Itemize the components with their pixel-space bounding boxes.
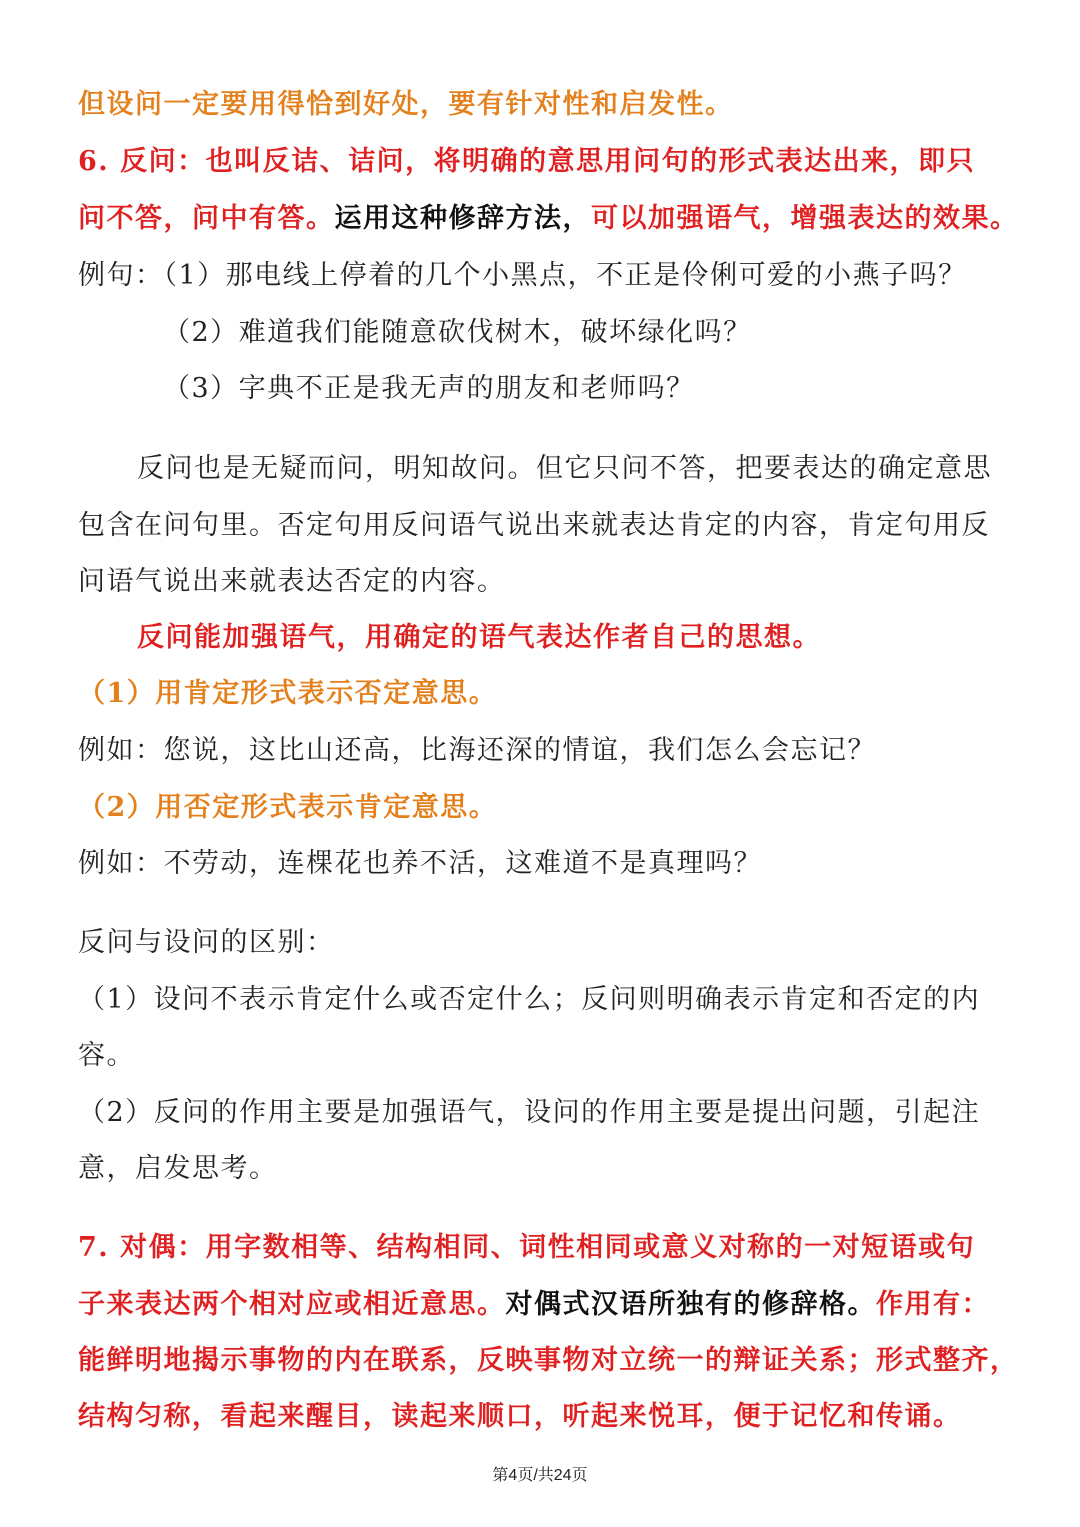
text-span: 问不答，问中有答。 <box>78 203 335 234</box>
paragraph-line: 反问也是无疑而问，明知故问。但它只问不答，把要表达的确定意思 <box>137 453 992 484</box>
text-line <box>78 1288 990 1322</box>
paragraph-line: 意，启发思考。 <box>78 1153 278 1184</box>
text-span: 运用这种修辞方法， <box>334 203 591 234</box>
text-span: 作用有： <box>876 1289 990 1320</box>
text-span: 对偶式汉语所独有的修辞格。 <box>505 1289 876 1320</box>
text-line: 能鲜明地揭示事物的内在联系，反映事物对立统一的辩证关系；形式整齐， <box>78 1345 1019 1376</box>
paragraph-line: 反问与设问的区别： <box>78 927 335 958</box>
text-span: 可以加强语气，增强表达的效果。 <box>591 203 1019 234</box>
text-span: 子来表达两个相对应或相近意思。 <box>78 1289 506 1320</box>
example-line: （2）难道我们能随意砍伐树木，破坏绿化吗？ <box>163 317 752 348</box>
text-line <box>78 202 1019 236</box>
paragraph-line: （1）设问不表示肯定什么或否定什么；反问则明确表示肯定和否定的内 <box>78 984 981 1015</box>
text-line: 但设问一定要用得恰到好处，要有针对性和启发性。 <box>78 89 734 120</box>
paragraph-line: （2）反问的作用主要是加强语气，设问的作用主要是提出问题，引起注 <box>78 1097 981 1128</box>
paragraph-line: 容。 <box>78 1040 135 1071</box>
paragraph-line: 包含在问句里。否定句用反问语气说出来就表达肯定的内容，肯定句用反 <box>78 510 990 541</box>
subheading: （1）用肯定形式表示否定意思。 <box>78 678 498 709</box>
example-line: 例如：不劳动，连棵花也养不活，这难道不是真理吗？ <box>78 848 762 879</box>
subheading: （2）用否定形式表示肯定意思。 <box>78 792 498 823</box>
section-heading-antithesis: 7. 对偶：用字数相等、结构相同、词性相同或意义对称的一对短语或句 <box>78 1232 976 1263</box>
paragraph-line: 问语气说出来就表达否定的内容。 <box>78 566 506 597</box>
example-line: 例句：（1）那电线上停着的几个小黑点，不正是伶俐可爱的小燕子吗？ <box>78 260 967 291</box>
example-line: （3）字典不正是我无声的朋友和老师吗？ <box>163 373 695 404</box>
emphasis-line: 反问能加强语气，用确定的语气表达作者自己的思想。 <box>137 622 821 653</box>
section-heading-rhetorical-question: 6. 反问：也叫反诘、诘问，将明确的意思用问句的形式表达出来，即只 <box>78 146 976 177</box>
page-number: 第4页/共24页 <box>492 1467 588 1484</box>
example-line: 例如：您说，这比山还高，比海还深的情谊，我们怎么会忘记？ <box>78 735 876 766</box>
text-line: 结构匀称，看起来醒目，读起来顺口，听起来悦耳，便于记忆和传诵。 <box>78 1401 962 1432</box>
